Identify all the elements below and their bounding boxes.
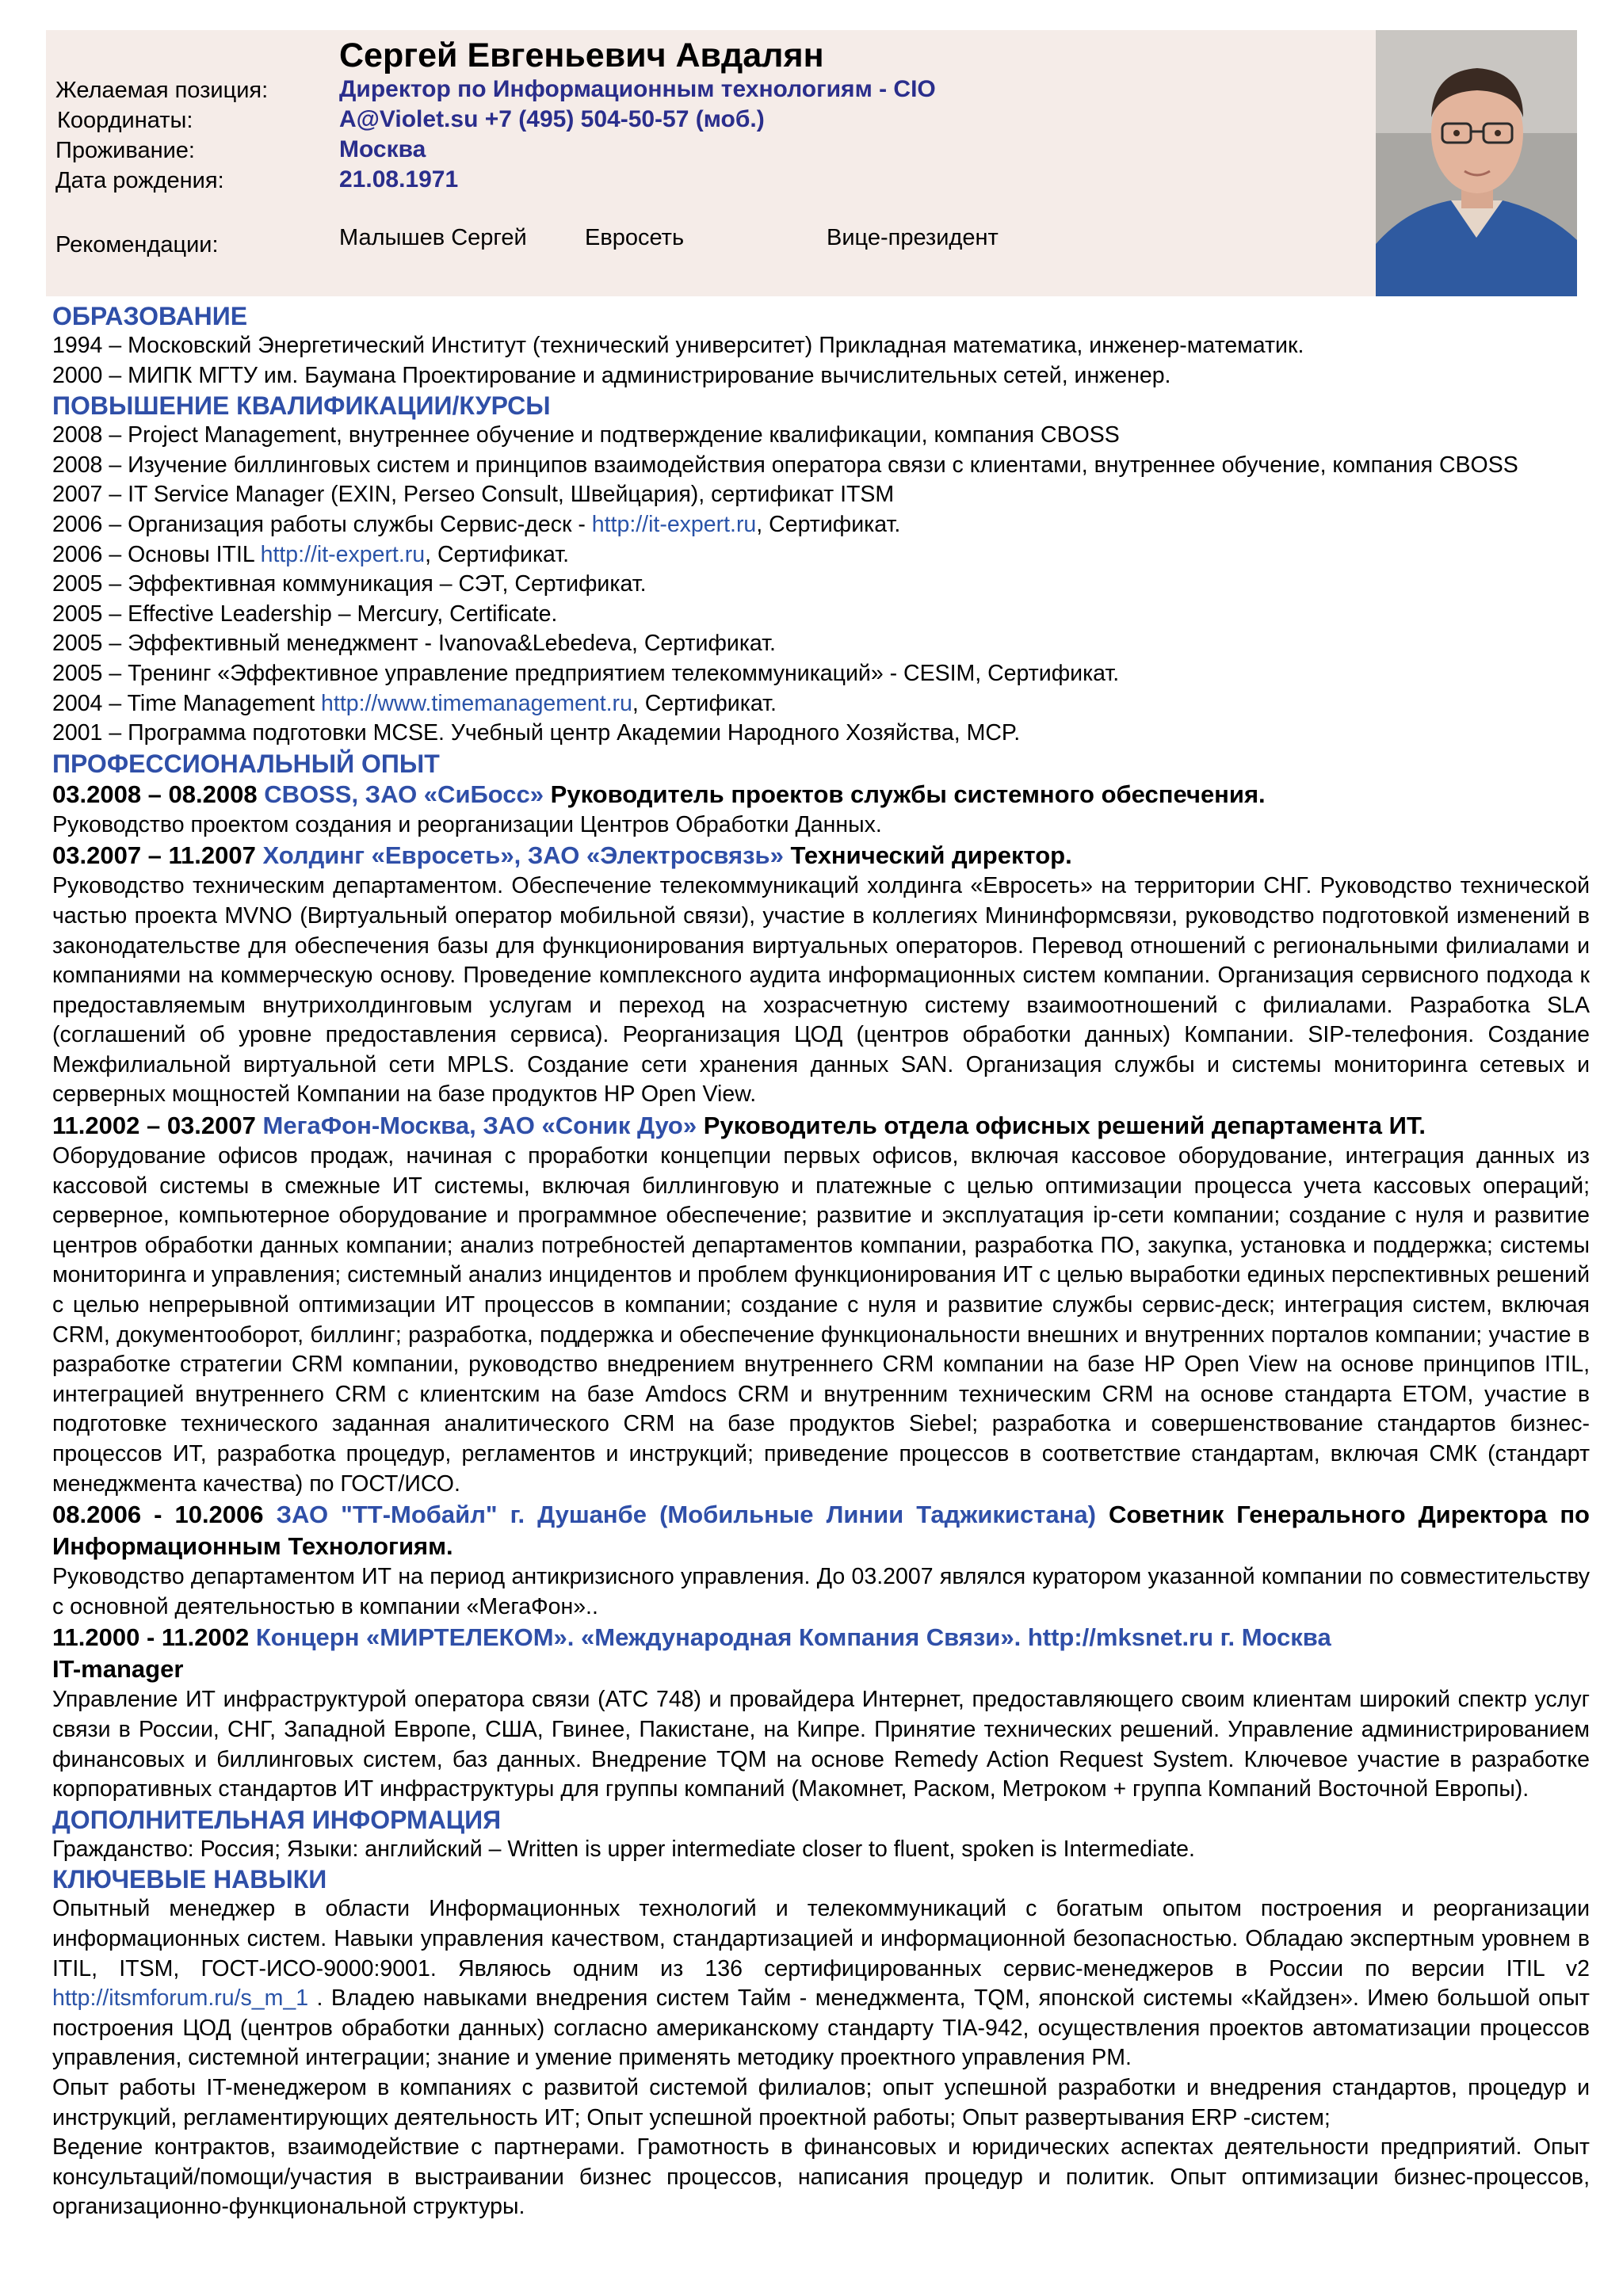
candidate-name: Сергей Евгеньевич Авдалян <box>339 36 824 74</box>
course-item <box>52 689 1590 719</box>
skills-text: . Владею навыками внедрения систем Тайм - менеджмента, TQM, японской системы «Кайдзен». Имею большой опыт построения ЦОД (центров обработки данных) согласно американскому стандарту TIA-942, осуществления проектов автоматизации процессов управления, системной интеграции; знание и умение применять методику проектного управления PM. <box>52 1985 1590 2071</box>
recommendation-company: Евросеть <box>585 225 685 250</box>
course-text: 2006 – Организация работы службы Сервис-деск - <box>52 511 592 537</box>
course-text: 2005 – Эффективная коммуникация – СЭТ, Сертификат. <box>52 571 647 597</box>
additional-text: Гражданство: Россия; Языки: английский – Written is upper intermediate closer to fluent, spoken is Intermediate. <box>52 1836 1195 1862</box>
residence-label: Проживание: <box>55 138 195 163</box>
course-text: 2008 – Изучение биллинговых систем и принципов взаимодействия оператора связи с клиентами, внутреннее обучение, компания CBOSS <box>52 452 1518 478</box>
job-position: Советник Генерального Директора по Информационным Технологиям. <box>52 1501 1590 1561</box>
position-value: Директор по Информационным технологиям - CIO <box>339 76 936 102</box>
job-heading <box>52 840 1590 871</box>
course-text: , Сертификат. <box>425 541 570 567</box>
position-label: Желаемая позиция: <box>55 78 269 103</box>
job-company: CBOSS, ЗАО «СиБосс» <box>264 780 544 808</box>
birthdate-label: Дата рождения: <box>55 168 224 193</box>
course-text: 2007 – IT Service Manager (EXIN, Perseo Consult, Швейцария), сертификат ITSM <box>52 482 895 508</box>
course-item <box>52 659 1590 689</box>
job-description: Руководство техническим департаментом. Обеспечение телекоммуникаций холдинга «Евросеть» на территории СНГ. Руководство технической частью проекта MVNO (Виртуальный оператор мобильной связи), участие в коллегиях Мининформсвязи, руководство подготовкой изменений в законодательстве для обеспечения базы для функционирования виртуальных операторов. Перевод отношений с региональными филиалами и компаниями на коммерческую основу. Проведение комплексного аудита информационных систем компании. Организация сервисного подхода к предоставляемым внутрихолдинговым услугам и переход на хозрасчетную систему взаимоотношений с филиалами. Разработка SLA (соглашений об уровне предоставления сервиса). Реорганизация ЦОД (центров обработки данных) Компании. SIP-телефония. Создание Межфилиальной виртуальной сети MPLS. Создание сети хранения данных SAN. Организация службы и системы мониторинга сетевых и серверных мощностей Компании на базе продуктов HP Open View. <box>52 873 1590 1108</box>
course-item <box>52 540 1590 570</box>
course-item <box>52 451 1590 481</box>
course-item <box>52 600 1590 630</box>
education-item: 1994 – Московский Энергетический Институт (технический университет) Прикладная математика, инженер-математик. <box>52 333 1304 358</box>
course-item <box>52 629 1590 659</box>
resume-body <box>52 301 1590 2222</box>
course-item <box>52 570 1590 600</box>
skills-text: Опытный менеджер в области Информационных технологий и телекоммуникаций с богатым опытом построения и реорганизации информационных систем. Навыки управления качеством, стандартизацией и информационной безопасностью. Обладаю экспертным уровнем в ITIL, ITSM, ГОСТ-ИСО-9000:9001. Являюсь одним из 136 сертифицированных сервис-менеджеров в России по версии ITIL v2 <box>52 1896 1590 1981</box>
job-position: Руководитель проектов службы системного обеспечения. <box>550 780 1266 808</box>
course-item <box>52 510 1590 540</box>
job-period: 03.2007 – 11.2007 <box>52 841 256 870</box>
contacts-label: Координаты: <box>57 108 193 133</box>
course-text: , Сертификат. <box>632 690 777 716</box>
course-link[interactable]: http://it-expert.ru <box>260 541 426 567</box>
education-title: ОБРАЗОВАНИЕ <box>52 302 248 330</box>
course-item <box>52 480 1590 510</box>
course-text: 2005 – Effective Leadership – Mercury, Certificate. <box>52 601 558 627</box>
skills-paragraph: Опыт работы IT-менеджером в компаниях с развитой системой филиалов; опыт успешной разработки и внедрения стандартов, процедур и инструкций, регламентирующих деятельность ИТ; Опыт успешной проектной работы; Опыт развертывания ERP -систем; <box>52 2074 1590 2130</box>
skills-paragraph <box>52 1894 1590 2073</box>
recommendation-person: Малышев Сергей <box>339 225 527 250</box>
job-company: Концерн «МИРТЕЛЕКОМ». «Международная Компания Связи». http://mksnet.ru г. Москва <box>255 1623 1331 1652</box>
job-position: IT-manager <box>52 1655 184 1684</box>
course-link[interactable]: http://it-expert.ru <box>591 511 757 537</box>
skills-title: КЛЮЧЕВЫЕ НАВЫКИ <box>52 1865 327 1894</box>
job-heading <box>52 1622 1590 1685</box>
course-item <box>52 719 1590 749</box>
job-period: 08.2006 - 10.2006 <box>52 1501 264 1529</box>
skills-link[interactable]: http://itsmforum.ru/s_m_1 <box>52 1985 309 2012</box>
job-company: ЗАО "ТТ-Мобайл" г. Душанбе (Мобильные Линии Таджикистана) <box>276 1501 1096 1529</box>
birthdate-value: 21.08.1971 <box>339 166 459 193</box>
job-heading <box>52 779 1590 810</box>
course-text: 2005 – Эффективный менеджмент - Ivanova&Lebedeva, Сертификат. <box>52 631 776 657</box>
skills-paragraph: Ведение контрактов, взаимодействие с партнерами. Грамотность в финансовых и юридических аспектах деятельности предприятий. Опыт консультаций/помощи/участия в выстраивании бизнес процессов, написания процедур и политик. Опыт оптимизации бизнес-процессов, организационно-функциональной структуры. <box>52 2134 1590 2220</box>
contacts-value[interactable]: A@Violet.su +7 (495) 504-50-57 (моб.) <box>339 106 765 132</box>
job-description: Оборудование офисов продаж, начиная с проработки концепции первых офисов, включая кассовое оборудование, интеграция данных из кассовой системы в смежные ИТ системы, включая биллинговую и платежные с целью оптимизации процесса учета кассовых операций; серверное, компьютерное оборудование и программное обеспечение; развитие и эксплуатация ip-сети компании; создание с нуля и развитие центров обработки данных компании; анализ потребностей департаментов компании, разработка ПО, закупка, установка и поддержка; системы мониторинга и управления; системный анализ инцидентов и проблем функционирования ИТ с целью выработки единых перспективных решений с целью непрерывной оптимизации ИТ процессов в компании; создание с нуля и развитие службы сервис-деск; интеграция систем, включая CRM, документооборот, биллинг; разработка, поддержка и обеспечение функциональности внешних и внутренних порталов компании; участие в разработке стратегии CRM компании, руководство внедрением внутреннего CRM компании на базе HP Open View на основе принципов ITIL, интеграцией внутреннего CRM с клиентским на базе Amdocs CRM и внутренним техническим CRM на основе стандарта ETOM, участие в подготовке технического заданная аналитического CRM на базе продуктов Siebel; разработка и совершенствование стандартов бизнес-процессов ИТ, разработка процедур, регламентов и инструкций; приведение процессов в соответствие стандартам, включая СМК (стандарт менеджмента качества) по ГОСТ/ИСО. <box>52 1143 1590 1497</box>
job-company: Холдинг «Евросеть», ЗАО «Электросвязь» <box>262 841 784 870</box>
job-description: Управление ИТ инфраструктурой оператора связи (АТС 748) и провайдера Интернет, предоставляющего своим клиентам широкий спектр услуг связи в России, СНГ, Западной Европе, США, Гвинее, Пакистане, на Кипре. Принятие технических решений. Управление администрированием финансовых и биллинговых систем, баз данных. Внедрение TQM на основе Remedy Action Request System. Ключевое участие в разработке корпоративных стандартов ИТ инфраструктуры для группы компаний (Макомнет, Раском, Метроком + группа Компаний Восточной Европы). <box>52 1687 1590 1802</box>
job-period: 11.2000 - 11.2002 <box>52 1623 250 1652</box>
course-text: 2006 – Основы ITIL <box>52 541 261 567</box>
job-position: Технический директор. <box>790 841 1072 870</box>
job-company: МегаФон-Москва, ЗАО «Соник Дуо» <box>262 1112 697 1140</box>
course-item <box>52 421 1590 451</box>
course-text: 2004 – Time Management <box>52 690 322 716</box>
experience-title: ПРОФЕССИОНАЛЬНЫЙ ОПЫТ <box>52 749 440 778</box>
portrait-illustration <box>1376 30 1577 296</box>
education-item: 2000 – МИПК МГТУ им. Баумана Проектирование и администрирование вычислительных сетей, инженер. <box>52 362 1171 388</box>
portrait-photo-icon <box>1376 30 1577 296</box>
job-heading <box>52 1499 1590 1562</box>
job-description: Руководство департаментом ИТ на период антикризисного управления. До 03.2007 являлся куратором указанной компании по совместительству с основной деятельностью в компании «МегаФон».. <box>52 1564 1590 1619</box>
course-link[interactable]: http://www.timemanagement.ru <box>321 690 632 716</box>
job-period: 11.2002 – 03.2007 <box>52 1112 256 1140</box>
additional-title: ДОПОЛНИТЕЛЬНАЯ ИНФОРМАЦИЯ <box>52 1805 502 1834</box>
job-period: 03.2008 – 08.2008 <box>52 780 258 808</box>
courses-title: ПОВЫШЕНИЕ КВАЛИФИКАЦИИ/КУРСЫ <box>52 391 551 421</box>
recommendation-label: Рекомендации: <box>55 232 219 257</box>
job-position: Руководитель отдела офисных решений департамента ИТ. <box>703 1112 1426 1140</box>
job-description: Руководство проектом создания и реорганизации Центров Обработки Данных. <box>52 811 882 837</box>
resume-header <box>46 30 1377 296</box>
course-text: 2008 – Project Management, внутреннее обучение и подтверждение квалификации, компания CBOSS <box>52 422 1120 448</box>
course-text: 2005 – Тренинг «Эффективное управление предприятием телекоммуникаций» - CESIM, Сертификат. <box>52 660 1120 686</box>
residence-value: Москва <box>339 136 426 162</box>
job-heading <box>52 1110 1590 1142</box>
recommendation-position: Вице-президент <box>827 225 999 250</box>
course-text: 2001 – Программа подготовки MCSE. Учебный центр Академии Народного Хозяйства, MCP. <box>52 720 1021 746</box>
course-text: , Сертификат. <box>756 511 901 537</box>
